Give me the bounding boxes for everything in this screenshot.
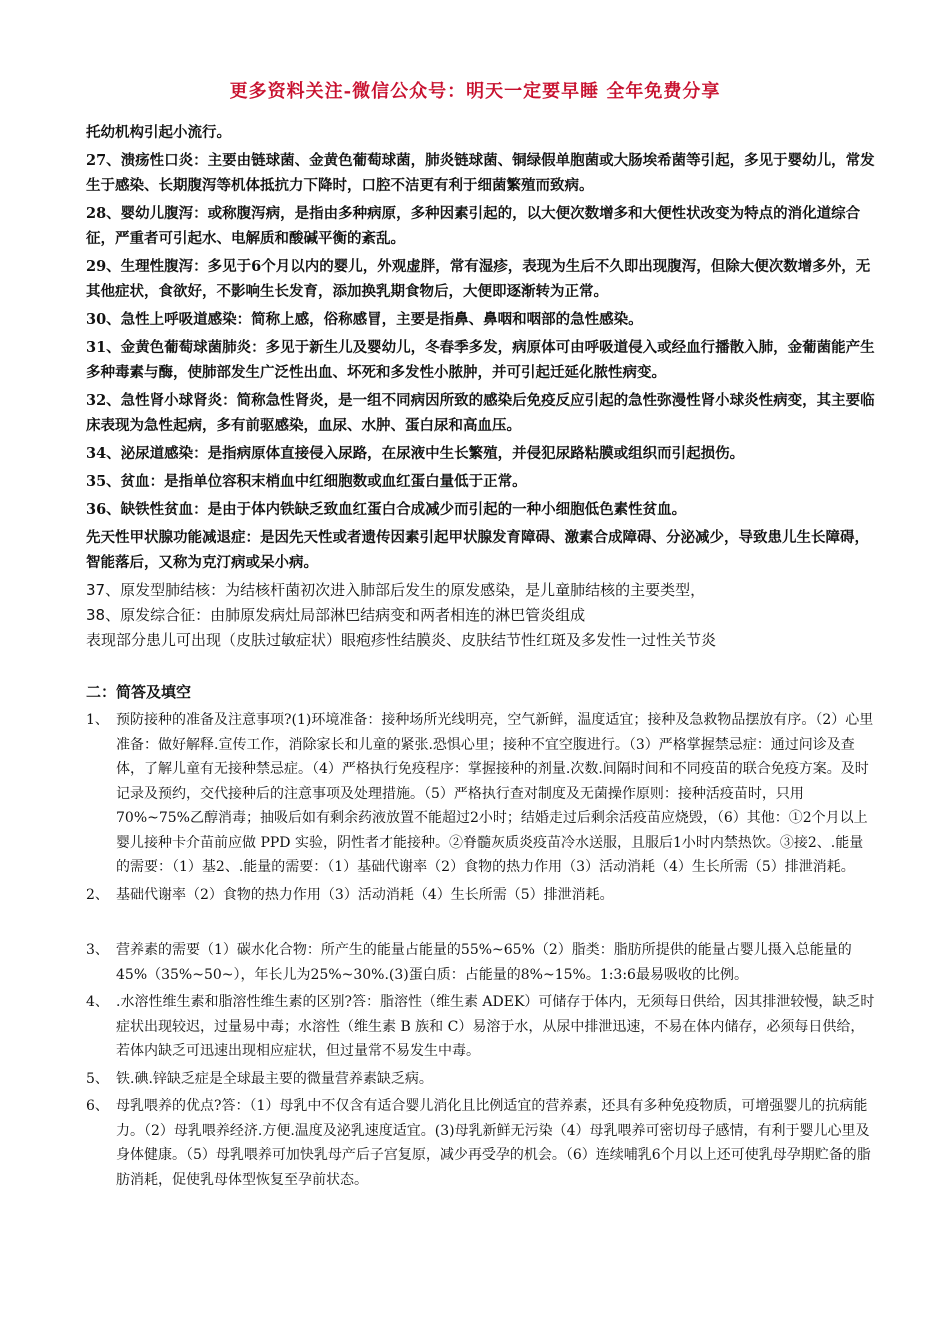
item-number: 6、	[86, 1098, 109, 1114]
qa-item-4	[86, 990, 876, 1064]
definition-34: 34、泌尿道感染：是指病原体直接侵入尿路，在尿液中生长繁殖，并侵犯尿路粘膜或组织而引起损伤。	[86, 445, 745, 462]
definition-28: 28、婴幼儿腹泻：或称腹泻病，是指由多种病原，多种因素引起的，以大便次数增多和大便性状改变为特点的消化道综合征，严重者可引起水、电解质和酸碱平衡的紊乱。	[86, 205, 861, 247]
definition-38: 38、原发综合征：由肺原发病灶局部淋巴结病变和两者相连的淋巴管炎组成	[86, 606, 586, 624]
item-number: 3、	[86, 942, 109, 958]
definition-30: 30、急性上呼吸道感染：简称上感，俗称感冒，主要是指鼻、鼻咽和咽部的急性感染。	[86, 311, 643, 328]
definition-hypothyroidism: 先天性甲状腺功能减退症：是因先天性或者遗传因素引起甲状腺发育障碍、激素合成障碍、分泌减少，导致患儿生长障碍，智能落后，又称为克汀病或呆小病。	[86, 529, 869, 571]
qa-item-3	[86, 938, 876, 987]
spacer	[86, 910, 876, 938]
definition-29: 29、生理性腹泻：多见于6个月以内的婴儿，外观虚胖，常有湿疹，表现为生后不久即出现腹泻，但除大便次数增多外，无其他症状，食欲好，不影响生长发育，添加换乳期食物后，大便即逐渐转为正常。	[86, 258, 871, 300]
intro-line: 托幼机构引起小流行。	[86, 124, 231, 141]
item-number: 4、	[86, 994, 109, 1010]
item-text: 母乳喂养的优点?答：（1）母乳中不仅含有适合婴儿消化且比例适宜的营养素，还具有多种免疫物质，可增强婴儿的抗病能力。（2）母乳喂养经济.方便.温度及泌乳速度适宜。(3)母乳新鲜无污染（4）母乳喂养可密切母子感情，有利于婴儿心里及身体健康。（5）母乳喂养可加快乳母产后子宫复原，减少再受孕的机会。（6）连续哺乳6个月以上还可使乳母孕期贮备的脂肪消耗，促使乳母体型恢复至孕前状态。	[116, 1098, 871, 1188]
item-number: 5、	[86, 1070, 109, 1087]
item-number: 2、	[86, 886, 109, 903]
item-number: 1、	[86, 712, 109, 728]
definition-35: 35、贫血：是指单位容积末梢血中红细胞数或血红蛋白量低于正常。	[86, 473, 527, 490]
definition-27: 27、溃疡性口炎：主要由链球菌、金黄色葡萄球菌，肺炎链球菌、铜绿假单胞菌或大肠埃希菌等引起，多见于婴幼儿，常发生于感染、长期腹泻等机体抵抗力下降时，口腔不洁更有利于细菌繁殖而致病。	[86, 152, 875, 194]
qa-item-2	[86, 883, 876, 908]
document-body	[86, 120, 876, 1195]
qa-item-5	[86, 1067, 876, 1092]
definition-31: 31、金黄色葡萄球菌肺炎：多见于新生儿及婴幼儿，冬春季多发，病原体可由呼吸道侵入或经血行播散入肺，金葡菌能产生多种毒素与酶，使肺部发生广泛性出血、坏死和多发性小脓肿，并可引起迁延化脓性病变。	[86, 339, 875, 381]
section-title: 二：简答及填空	[86, 683, 192, 701]
promo-banner: 更多资料关注-微信公众号：明天一定要早睡 全年免费分享	[229, 81, 721, 102]
qa-item-1	[86, 708, 876, 880]
definition-37: 37、原发型肺结核：为结核杆菌初次进入肺部后发生的原发感染，是儿童肺结核的主要类型，	[86, 581, 706, 599]
item-text: 基础代谢率（2）食物的热力作用（3）活动消耗（4）生长所需（5）排泄消耗。	[116, 886, 614, 903]
item-text: 预防接种的准备及注意事项?(1)环境准备：接种场所光线明亮，空气新鲜，温度适宜；接种及急救物品摆放有序。（2）心里准备：做好解释.宣传工作，消除家长和儿童的紧张.恐惧心里；接种不宜空腹进行。（3）严格掌握禁忌症：通过问诊及查体，了解儿童有无接种禁忌症。（4）严格执行免疫程序：掌握接种的剂量.次数.间隔时间和不同疫苗的联合免疫方案。及时记录及预约，交代接种后的注意事项及处理措施。（5）严格执行查对制度及无菌操作原则：接种活疫苗时，只用70%~75%乙醇消毒；抽吸后如有剩余药液放置不能超过2小时；结婚走过后剩余活疫苗应烧毁，（6）其他：①2个月以上婴儿接种卡介苗前应做 PPD 实验，阴性者才能接种。②脊髓灰质炎疫苗冷水送服，且服后1小时内禁热饮。③接2、.能量的需要：（1）基2、.能量的需要：（1）基础代谢率（2）食物的热力作用（3）活动消耗（4）生长所需（5）排泄消耗。	[116, 712, 874, 875]
item-text: .水溶性维生素和脂溶性维生素的区别?答：脂溶性（维生素 ADEK）可储存于体内，无须每日供给，因其排泄较慢，缺乏时症状出现较迟，过量易中毒；水溶性（维生素 B 族和 C）易溶于水，从尿中排泄迅速，不易在体内储存，必须每日供给，若体内缺乏可迅速出现相应症状，但过量常不易发生中毒。	[116, 994, 875, 1059]
definition-symptoms: 表现部分患儿可出现（皮肤过敏症状）眼疱疹性结膜炎、皮肤结节性红斑及多发性一过性关节炎	[86, 631, 717, 649]
qa-item-6	[86, 1094, 876, 1192]
item-text: 营养素的需要（1）碳水化合物：所产生的能量占能量的55%~65%（2）脂类：脂肪所提供的能量占婴儿摄入总能量的45%（35%~50~），年长儿为25%~30%.(3)蛋白质：占能量的8%~15%。1:3:6最易吸收的比例。	[116, 942, 852, 983]
definition-36: 36、缺铁性贫血：是由于体内铁缺乏致血红蛋白合成减少而引起的一种小细胞低色素性贫血。	[86, 501, 687, 518]
item-text: 铁.碘.锌缺乏症是全球最主要的微量营养素缺乏病。	[116, 1070, 433, 1087]
definition-32: 32、急性肾小球肾炎：简称急性肾炎，是一组不同病因所致的感染后免疫反应引起的急性弥漫性肾小球炎性病变，其主要临床表现为急性起病，多有前驱感染，血尿、水肿、蛋白尿和高血压。	[86, 392, 875, 434]
